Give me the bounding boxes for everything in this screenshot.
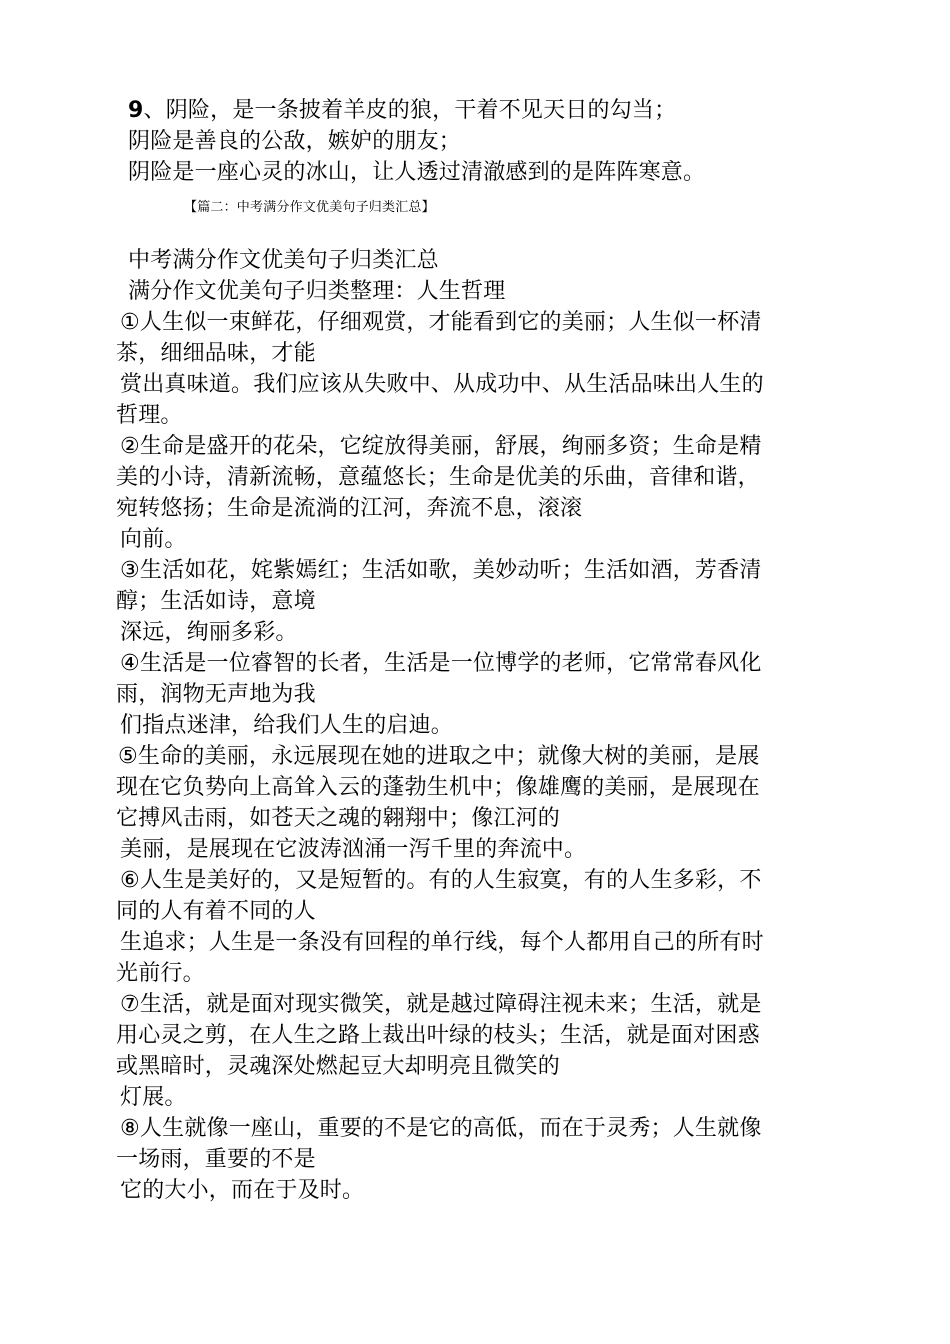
item-number: 9 [128,98,144,123]
paragraph-line: 向前。 [120,527,187,552]
paragraph-line: ①人生似一束鲜花，仔细观赏，才能看到它的美丽；人生似一杯清 [120,310,762,335]
paragraph-line: 们指点迷津，给我们人生的启迪。 [120,713,454,738]
paragraph-line: 用心灵之剪，在人生之路上裁出叶绿的枝头；生活，就是面对困惑 [116,1023,760,1048]
paragraph-line: ⑧人生就像一座山，重要的不是它的高低，而在于灵秀；人生就像 [120,1116,762,1141]
paragraph-line: 醇；生活如诗，意境 [116,589,316,614]
paragraph-line: 它搏风击雨，如苍天之魂的翱翔中；像江河的 [116,806,561,831]
paragraph-line: 美丽，是展现在它波涛汹涌一泻千里的奔流中。 [120,837,587,862]
paragraph-line: 深远，绚丽多彩。 [120,620,298,645]
paragraph-line: 雨，润物无声地为我 [116,682,316,707]
paragraph-line: 茶，细细品味，才能 [116,341,316,366]
section1-line1 [128,96,676,126]
paragraph-line: 它的大小，而在于及时。 [120,1178,365,1203]
paragraph-line: 灯展。 [120,1085,187,1110]
section1-line3: 阴险是一座心灵的冰山，让人透过清澈感到的是阵阵寒意。 [128,160,706,185]
paragraph-line: 现在它负势向上高耸入云的蓬勃生机中；像雄鹰的美丽，是展现在 [116,775,760,800]
paragraph-line: ⑦生活，就是面对现实微笑，就是越过障碍注视未来；生活，就是 [120,992,762,1017]
paragraph-line: ⑤生命的美丽，永远展现在她的进取之中；就像大树的美丽，是展 [118,744,760,769]
paragraph-line: 美的小诗，清新流畅，意蕴悠长；生命是优美的乐曲，音律和谐， [116,465,760,490]
paragraph-line: ③生活如花，姹紫嫣红；生活如歌，美妙动听；生活如酒，芳香清 [120,558,762,583]
paragraph-line: 生追求；人生是一条没有回程的单行线，每个人都用自己的所有时 [120,930,764,955]
paragraph-line: 哲理。 [116,403,183,428]
article-subtitle: 满分作文优美句子归类整理：人生哲理 [128,279,506,304]
paragraph-line: ②生命是盛开的花朵，它绽放得美丽，舒展，绚丽多资；生命是精 [120,434,762,459]
article-title: 中考满分作文优美句子归类汇总 [128,248,439,273]
subheading: 【篇二：中考满分作文优美句子归类汇总】 [184,200,435,215]
paragraph-line: ④生活是一位睿智的长者，生活是一位博学的老师，它常常春风化 [120,651,762,676]
paragraph-line: ⑥人生是美好的，又是短暂的。有的人生寂寞，有的人生多彩，不 [120,868,762,893]
section1-line1-text: 、阴险，是一条披着羊皮的狼，干着不见天日的勾当； [143,98,677,123]
paragraph-line: 宛转悠扬；生命是流淌的江河，奔流不息，滚滚 [116,496,583,521]
section1-line2: 阴险是善良的公敌，嫉妒的朋友； [128,129,462,154]
paragraph-line: 同的人有着不同的人 [116,899,316,924]
paragraph-line: 光前行。 [116,961,205,986]
paragraph-line: 或黑暗时，灵魂深处燃起豆大却明亮且微笑的 [116,1054,561,1079]
paragraph-line: 赏出真味道。我们应该从失败中、从成功中、从生活品味出人生的 [120,372,764,397]
paragraph-line: 一场雨，重要的不是 [116,1147,316,1172]
